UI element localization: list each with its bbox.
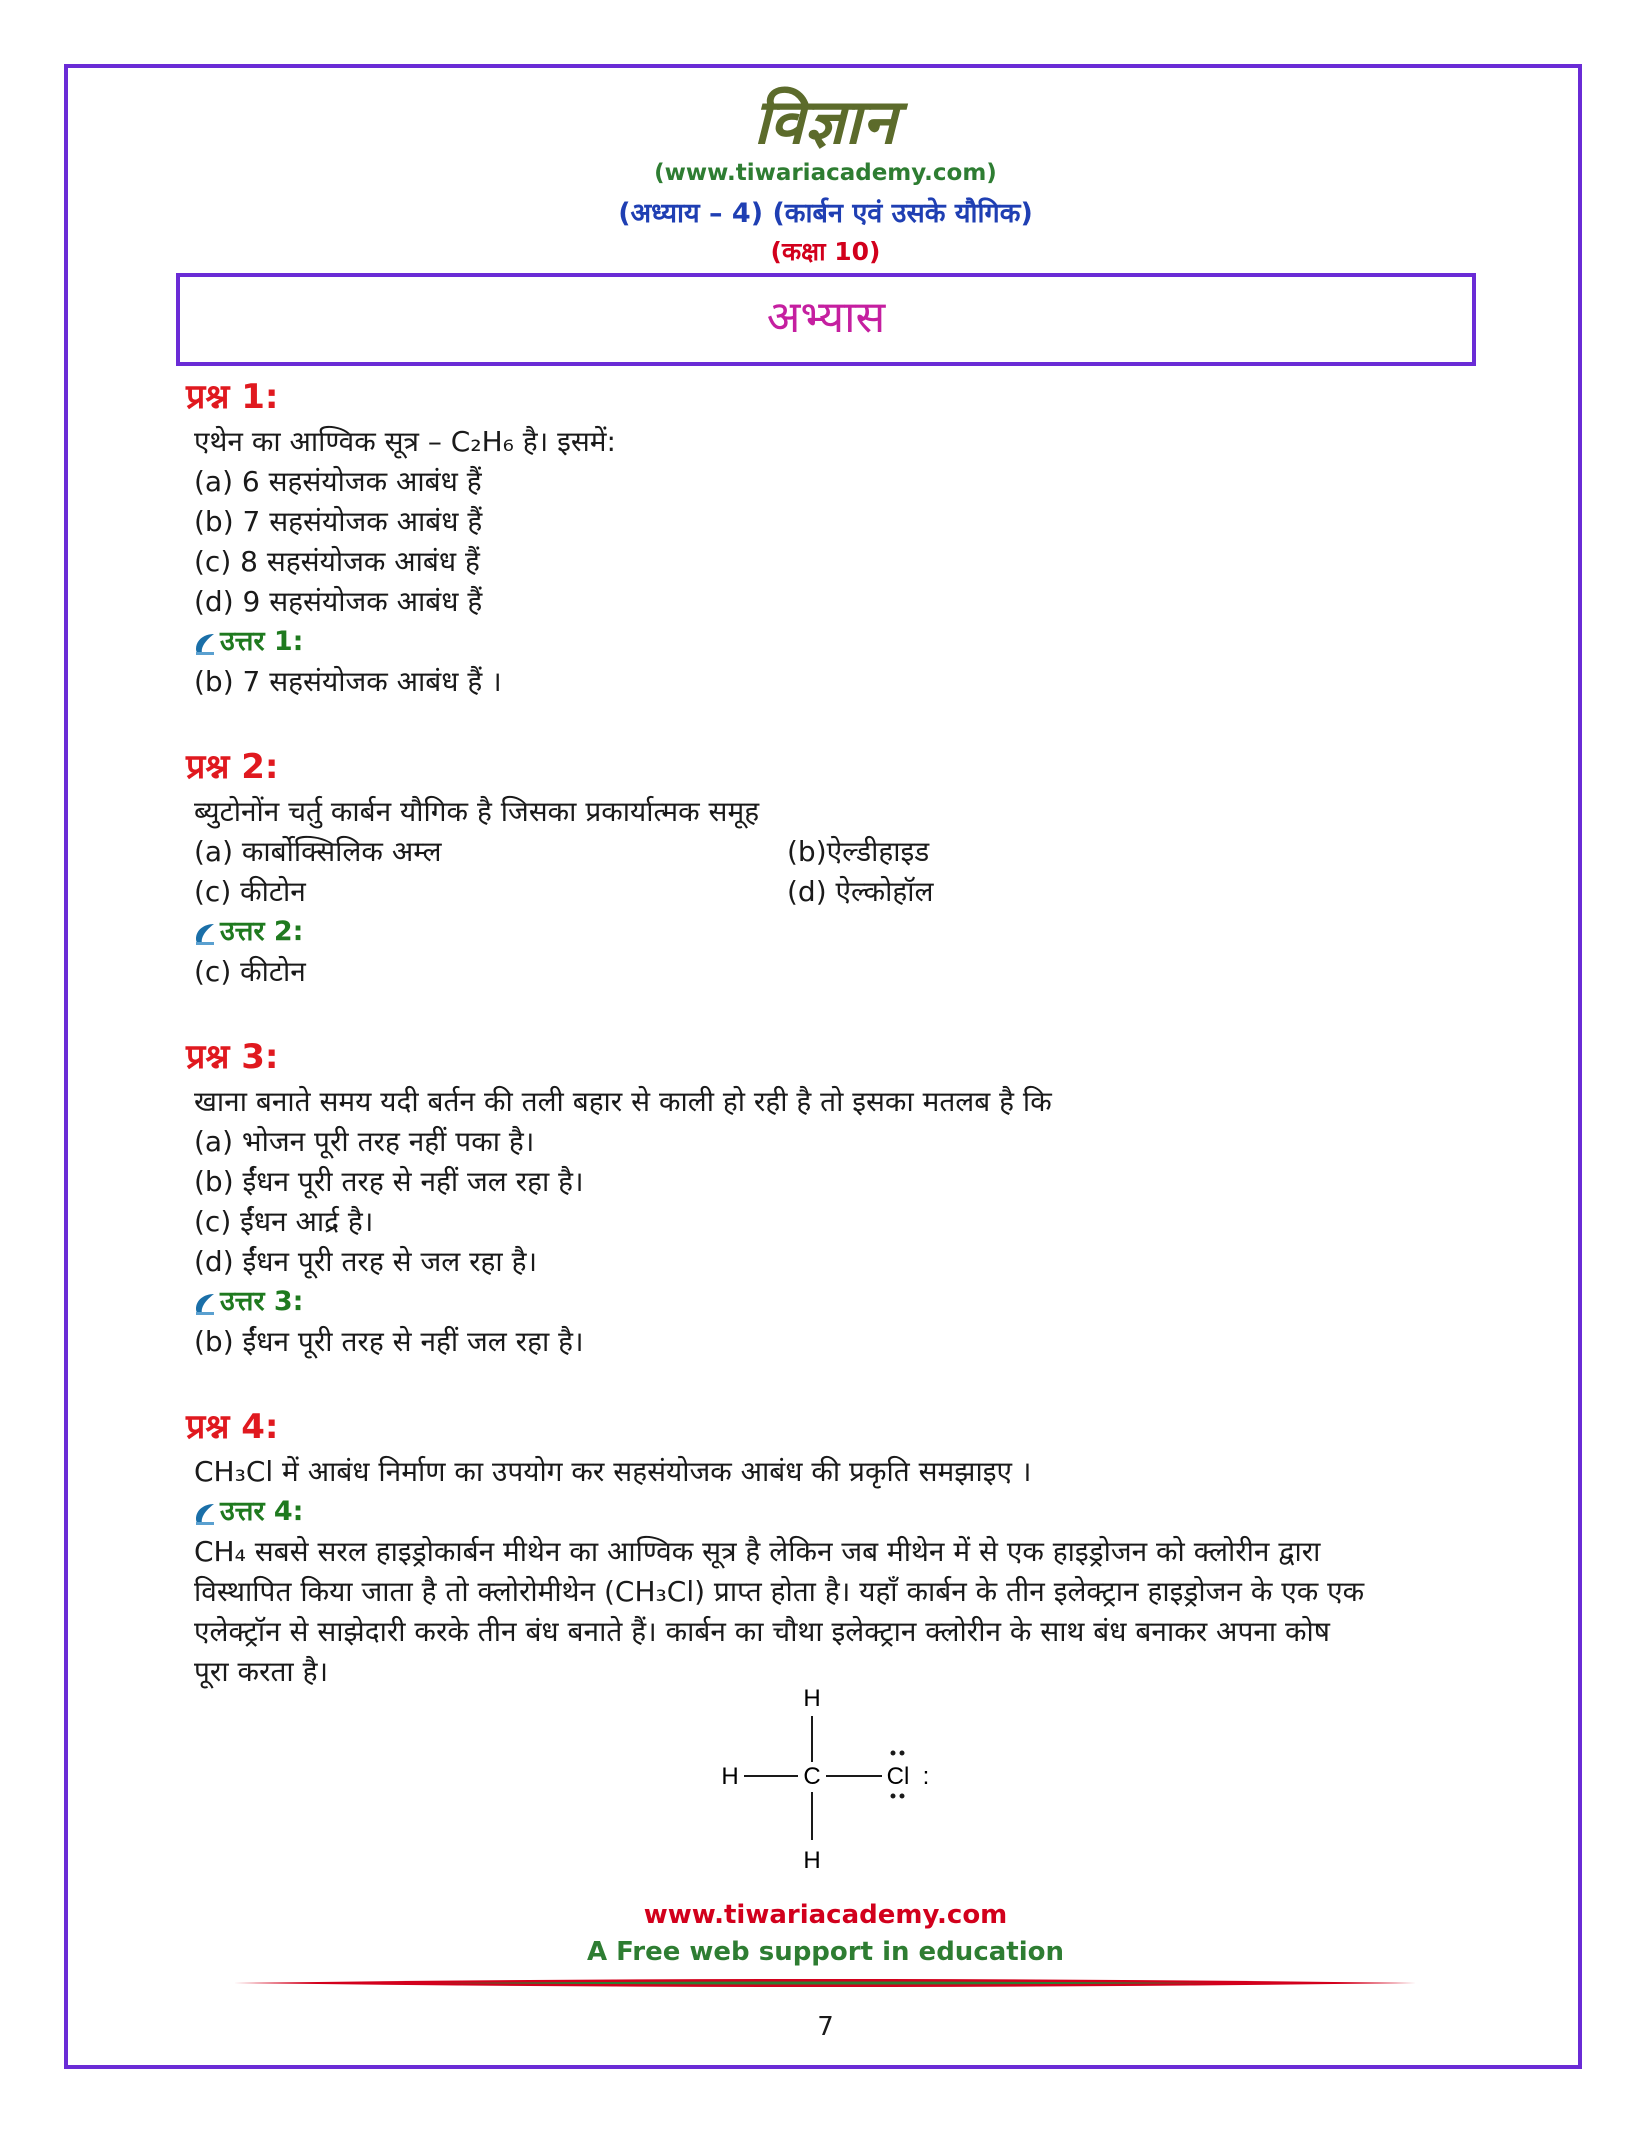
answer-text: (c) कीटोन xyxy=(194,955,306,988)
answer-paragraph-line: एलेक्ट्रॉन से साझेदारी करके तीन बंध बनाते हैं। कार्बन का चौथा इलेक्ट्रान क्लोरीन के साथ बंध बनाकर अपना कोष xyxy=(194,1615,1330,1648)
option: (d) 9 सहसंयोजक आबंध हैं xyxy=(194,585,483,618)
lone-pair-dot xyxy=(891,1751,896,1756)
option: (d) ईंधन पूरी तरह से जल रहा है। xyxy=(194,1245,538,1278)
lone-pair-dot xyxy=(900,1794,905,1799)
class-label: (कक्षा 10) xyxy=(770,237,881,266)
footer-divider xyxy=(234,1977,1416,1989)
answer-label: उत्तर 2: xyxy=(220,916,304,947)
answer-paragraph-line: CH₄ सबसे सरल हाइड्रोकार्बन मीथेन का आण्विक सूत्र है लेकिन जब मीथेन में से एक हाइड्रोजन को क्लोरीन द्वारा xyxy=(194,1535,1321,1568)
page-title: विज्ञान xyxy=(753,85,898,158)
option: (c) कीटोन xyxy=(194,875,306,908)
answer-paragraph-line: पूरा करता है। xyxy=(194,1655,329,1688)
question-text: ब्युटोनोंन चर्तु कार्बन यौगिक है जिसका प्रकार्यात्मक समूह xyxy=(194,795,760,828)
answer-label-row xyxy=(186,912,1486,952)
atom-top-h: H xyxy=(803,1685,821,1712)
answer-paragraph-line: विस्थापित किया जाता है तो क्लोरोमीथेन (CH₃Cl) प्राप्त होता है। यहाँ कार्बन के तीन इलेक्ट्रान हाइड्रोजन के एक एक xyxy=(194,1575,1365,1608)
answer-label: उत्तर 4: xyxy=(220,1496,304,1527)
exercise-heading: अभ्यास xyxy=(766,292,886,343)
question-label: प्रश्न 2: xyxy=(186,747,279,787)
answer-label-row xyxy=(186,622,1486,662)
ch3cl-structure-diagram xyxy=(710,1680,950,1880)
option: (c) ईंधन आर्द्र है। xyxy=(194,1205,374,1238)
question-block xyxy=(186,372,1486,702)
question-block xyxy=(186,742,1486,992)
option: (a) 6 सहसंयोजक आबंध हैं xyxy=(194,465,482,498)
option: (b) ईंधन पूरी तरह से नहीं जल रहा है। xyxy=(194,1165,584,1198)
lone-pair-dot xyxy=(900,1751,905,1756)
question-label: प्रश्न 3: xyxy=(186,1037,279,1077)
academy-logo-icon xyxy=(194,1499,216,1525)
question-text: CH₃Cl में आबंध निर्माण का उपयोग कर सहसंयोजक आबंध की प्रकृति समझाइए । xyxy=(194,1455,1032,1488)
option: (a) कार्बोक्सिलिक अम्ल xyxy=(194,835,442,868)
answer-label: उत्तर 1: xyxy=(220,626,304,657)
question-label: प्रश्न 1: xyxy=(186,377,279,417)
atom-left-h: H xyxy=(721,1763,739,1790)
option: (b)ऐल्डीहाइड xyxy=(787,835,930,868)
atom-right-cl: Cl xyxy=(886,1763,910,1790)
option: (b) 7 सहसंयोजक आबंध हैं xyxy=(194,505,483,538)
option: (a) भोजन पूरी तरह नहीं पका है। xyxy=(194,1125,535,1158)
lone-pair-right: : xyxy=(922,1763,930,1790)
question-text: एथेन का आण्विक सूत्र – C₂H₆ है। इसमें: xyxy=(194,425,616,458)
content xyxy=(186,372,1486,1692)
answer-text: (b) ईंधन पूरी तरह से नहीं जल रहा है। xyxy=(194,1325,584,1358)
atom-bottom-h: H xyxy=(803,1847,821,1874)
academy-logo-icon xyxy=(194,1289,216,1315)
footer-tagline: A Free web support in education xyxy=(586,1937,1064,1967)
footer-website-link[interactable]: www.tiwariacademy.com xyxy=(643,1900,1008,1930)
question-block xyxy=(186,1032,1486,1362)
academy-logo-icon xyxy=(194,919,216,945)
page-number: 7 xyxy=(817,2012,834,2042)
lone-pair-dot xyxy=(891,1794,896,1799)
answer-label-row xyxy=(186,1282,1486,1322)
answer-text: (b) 7 सहसंयोजक आबंध हैं । xyxy=(194,665,502,698)
chapter-title: (अध्याय – 4) (कार्बन एवं उसके यौगिक) xyxy=(618,198,1033,229)
option: (d) ऐल्कोहॉल xyxy=(787,875,934,908)
answer-label-row xyxy=(186,1492,1486,1532)
question-block xyxy=(186,1402,1486,1692)
answer-label: उत्तर 3: xyxy=(220,1286,304,1317)
question-text: खाना बनाते समय यदी बर्तन की तली बहार से काली हो रही है तो इसका मतलब है कि xyxy=(194,1085,1052,1118)
atom-center-c: C xyxy=(803,1763,821,1790)
academy-logo-icon xyxy=(194,629,216,655)
header-website[interactable]: (www.tiwariacademy.com) xyxy=(654,160,997,186)
option: (c) 8 सहसंयोजक आबंध हैं xyxy=(194,545,480,578)
exercise-heading-box xyxy=(176,273,1476,366)
question-label: प्रश्न 4: xyxy=(186,1407,279,1447)
